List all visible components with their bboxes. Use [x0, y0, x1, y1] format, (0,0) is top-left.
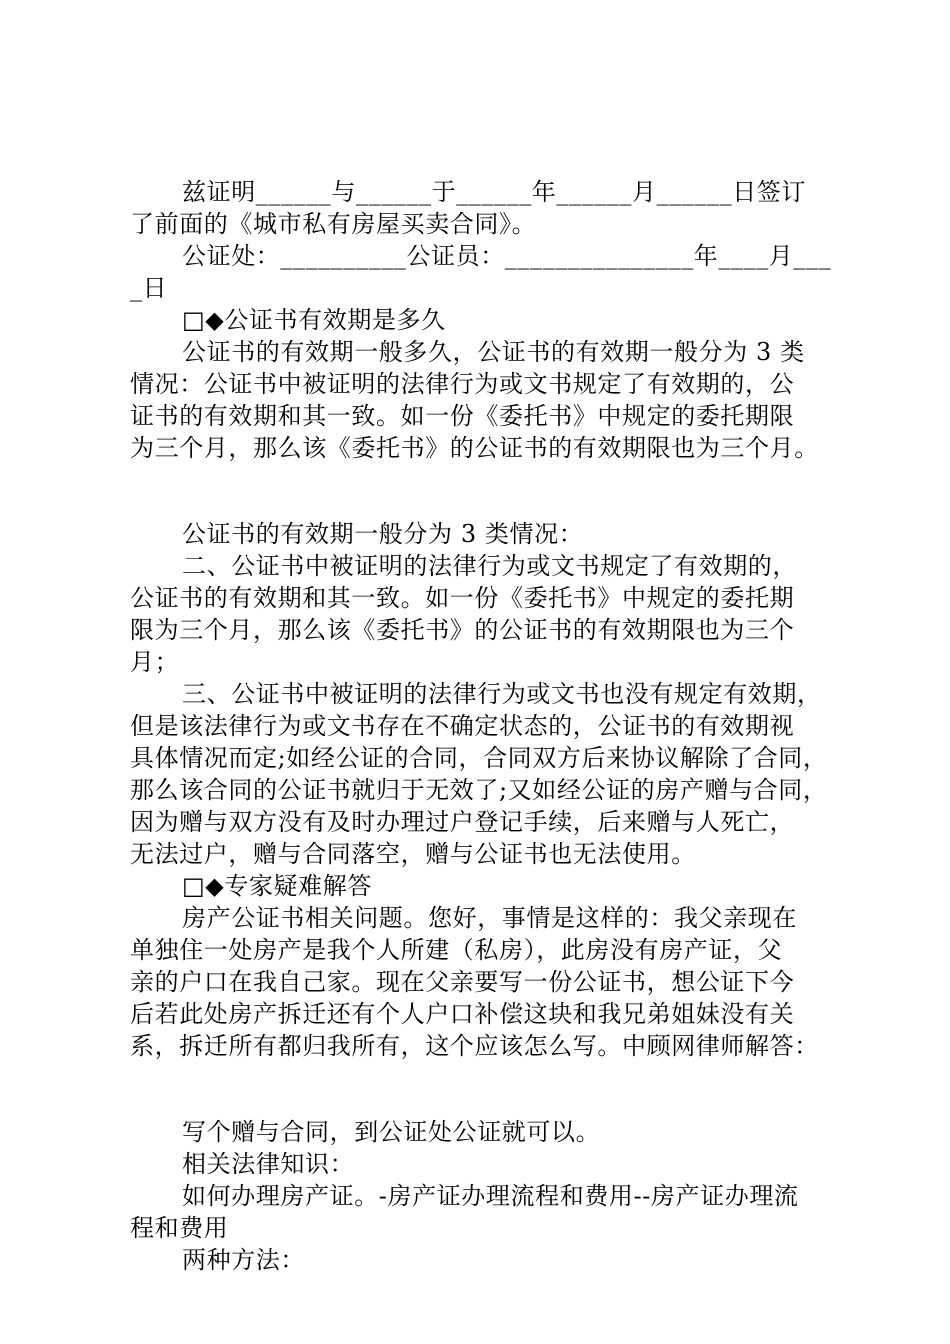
text-line: 那么该合同的公证书就归于无效了;又如经公证的房产赠与合同， — [130, 776, 828, 804]
text-line: 两种方法： — [182, 1246, 305, 1274]
text-line: 三、公证书中被证明的法律行为或文书也没有规定有效期， — [182, 680, 822, 708]
text-line: □◆公证书有效期是多久 — [182, 306, 446, 334]
paragraph-gap — [130, 480, 830, 502]
text-line: 但是该法律行为或文书存在不确定状态的，公证书的有效期视 — [130, 712, 795, 740]
text-line: 限为三个月，那么该《委托书》的公证书的有效期限也为三个 — [130, 616, 795, 644]
text-line: 公证书的有效期和其一致。如一份《委托书》中规定的委托期 — [130, 584, 795, 612]
text-line: _日 — [130, 274, 168, 302]
text-line: 了前面的《城市私有房屋买卖合同》。 — [130, 210, 537, 238]
text-line: 亲的户口在我自己家。现在父亲要写一份公证书，想公证下今 — [130, 968, 795, 996]
text-line: 证书的有效期和其一致。如一份《委托书》中规定的委托期限 — [130, 402, 795, 430]
text-line: 公证书的有效期一般多久，公证书的有效期一般分为 3 类 — [182, 338, 805, 366]
paragraph-gap — [130, 1078, 830, 1100]
text-line: □◆专家疑难解答 — [182, 872, 372, 900]
text-line: 情况：公证书中被证明的法律行为或文书规定了有效期的，公 — [130, 370, 795, 398]
text-line: 后若此处房产拆迁还有个人户口补偿这块和我兄弟姐妹没有关 — [130, 1000, 795, 1028]
text-line: 单独住一处房产是我个人所建（私房），此房没有房产证，父 — [130, 936, 783, 964]
text-line: 为三个月，那么该《委托书》的公证书的有效期限也为三个月。 — [130, 434, 819, 462]
text-line: 如何办理房产证。-房产证办理流程和费用--房产证办理流 — [182, 1182, 799, 1210]
text-line: 房产公证书相关问题。您好，事情是这样的：我父亲现在 — [182, 904, 797, 932]
text-line: 兹证明______与______于______年______月______日签订 — [182, 178, 806, 206]
text-line: 具体情况而定;如经公证的合同，合同双方后来协议解除了合同， — [130, 744, 828, 772]
text-line: 程和费用 — [130, 1214, 229, 1242]
text-line: 无法过户，赠与合同落空，赠与公证书也无法使用。 — [130, 840, 696, 868]
document-page — [130, 176, 830, 1276]
text-line: 系，拆迁所有都归我所有，这个应该怎么写。中顾网律师解答： — [130, 1032, 819, 1060]
text-line: 二、公证书中被证明的法律行为或文书规定了有效期的， — [182, 552, 797, 580]
text-line: 月； — [130, 648, 180, 676]
text-line: 公证书的有效期一般分为 3 类情况： — [182, 520, 584, 548]
text-line: 公证处：__________公证员：_______________年____月___ — [182, 242, 832, 270]
text-line: 写个赠与合同，到公证处公证就可以。 — [182, 1118, 601, 1146]
text-line: 相关法律知识： — [182, 1150, 355, 1178]
text-line: 因为赠与双方没有及时办理过户登记手续，后来赠与人死亡， — [130, 808, 795, 836]
